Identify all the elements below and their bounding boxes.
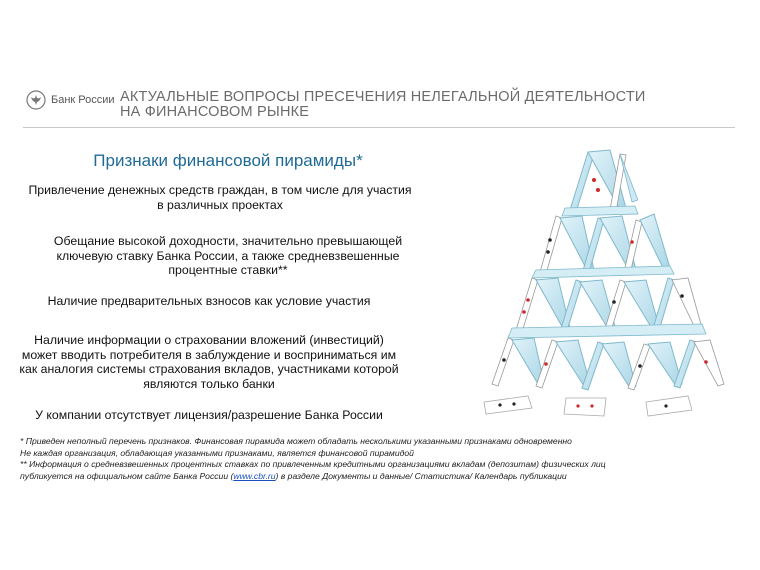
footnotes — [20, 436, 720, 482]
fallen-cards — [484, 396, 692, 416]
footnote-text: публикуется на официальном сайте Банка России ( — [20, 470, 234, 481]
footnote-line: * Приведен неполный перечень признаков. Финансовая пирамида может обладать несколькими указанными признаками одновременно — [20, 436, 572, 446]
slide-header — [24, 86, 736, 126]
footnote-line: Не каждая организация, обладающая указанными признаками, является финансовой пирамидой — [20, 447, 414, 458]
footnote-line — [20, 471, 720, 483]
sign-line: У компании отсутствует лицензия/разрешение Банка России — [35, 408, 383, 422]
sign-line: как аналогия системы страхования вкладов, участниками которой — [19, 362, 399, 376]
sign-line: может вводить потребителя в заблуждение и восприниматься им — [21, 347, 397, 362]
sign-item — [0, 333, 418, 391]
sign-line: Наличие предварительных взносов как условие участия — [47, 294, 371, 308]
sign-line: в различных проектах — [157, 197, 283, 212]
sign-line: процентные ставки** — [168, 263, 288, 277]
header-title — [120, 90, 720, 120]
sign-line: Привлечение денежных средств граждан, в том числе для участия — [28, 183, 412, 197]
cards-tier-3 — [532, 214, 674, 278]
header-divider — [23, 127, 735, 128]
cards-tier-top — [562, 150, 638, 216]
cards-tier-2 — [508, 278, 706, 338]
sign-line: являются только банки — [143, 376, 275, 391]
footnote-line: ** Информация о средневзвешенных процентных ставках по привлеченным кредитными организациями вкладам (депозитам) физических лиц — [20, 459, 606, 469]
footnote-text: ) в разделе Документы и данные/ Статистика/ Календарь публикации — [275, 470, 567, 481]
sign-item — [0, 183, 440, 212]
sign-item — [0, 408, 418, 423]
cards-tier-bottom — [492, 338, 724, 390]
bank-logo — [26, 90, 115, 110]
sign-item — [0, 234, 456, 278]
cbr-link[interactable]: www.cbr.ru — [233, 470, 276, 481]
sign-line: Обещание высокой доходности, значительно превышающей — [53, 234, 403, 248]
house-of-cards-illustration — [470, 140, 740, 420]
header-title-line: АКТУАЛЬНЫЕ ВОПРОСЫ ПРЕСЕЧЕНИЯ НЕЛЕГАЛЬНОЙ ДЕЯТЕЛЬНОСТИ — [120, 89, 646, 105]
header-title-line: НА ФИНАНСОВОМ РЫНКЕ — [120, 104, 310, 120]
bank-of-russia-eagle-icon — [26, 90, 46, 110]
logo-text: Банк России — [51, 94, 115, 106]
page-title: Признаки финансовой пирамиды* — [93, 151, 363, 170]
sign-line: Наличие информации о страховании вложений (инвестиций) — [34, 333, 384, 347]
sign-line: ключевую ставку Банка России, а также средневзвешенные — [56, 248, 400, 263]
sign-item — [0, 294, 418, 309]
